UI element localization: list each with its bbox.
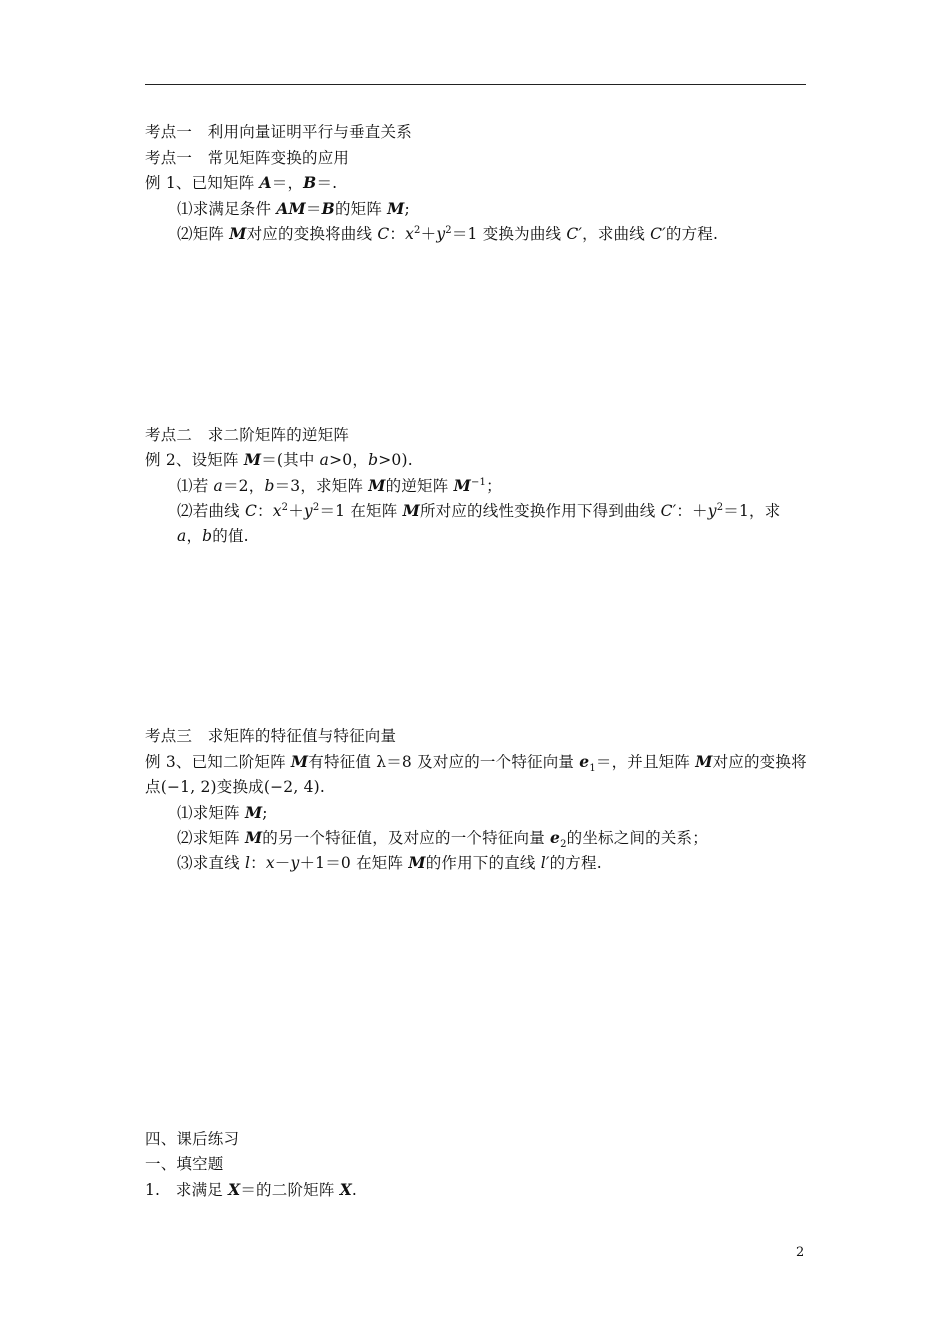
header-rule — [145, 84, 806, 85]
section-title-4: 四、课后练习 — [145, 1130, 240, 1148]
page-number: 2 — [796, 1245, 805, 1260]
example-1-question-2: ⑵矩阵 M对应的变换将曲线 C：$x^2+y^2=1$ 变换为曲线 C′，求曲线 C′的方程. — [177, 224, 719, 243]
example-2-question-1: ⑴若 a＝2，b＝3，求矩阵 M的逆矩阵 $M^{-1}$； — [177, 476, 502, 495]
problem-1: 1. 求满足 X＝的二阶矩阵 X. — [145, 1180, 358, 1199]
section-title-3: 考点三 求矩阵的特征值与特征向量 — [145, 727, 397, 745]
example-3-question-3: ⑶求直线 l：x－y＋1＝0 在矩阵 M的作用下的直线 l′的方程. — [177, 853, 602, 872]
example-3-statement-cont: 点(−1, 2)变换成(−2, 4). — [145, 778, 326, 796]
subsection-fill-blank: 一、填空题 — [145, 1155, 224, 1173]
section-title-1b: 考点一 常见矩阵变换的应用 — [145, 149, 350, 167]
example-3-question-2: ⑵求矩阵 M的另一个特征值，及对应的一个特征向量 $e_2$的坐标之间的关系； — [177, 828, 708, 851]
example-2-statement: 例 2、设矩阵 M＝(其中 a>0，b>0). — [145, 450, 413, 469]
example-3-statement: 例 3、已知二阶矩阵 M有特征值 λ＝8 及对应的一个特征向量 $e_1=$，并且矩阵 M对应的变换将 — [145, 752, 807, 775]
example-2-question-2: ⑵若曲线 C：$x^2+y^2=1$ 在矩阵 M所对应的线性变换作用下得到曲线 C′：$+y^2=1$，求 — [177, 501, 781, 520]
example-1-statement: 例 1、已知矩阵 A＝，B＝. — [145, 173, 338, 192]
example-2-question-2-cont: a，b的值. — [177, 527, 249, 545]
section-title-1a: 考点一 利用向量证明平行与垂直关系 — [145, 123, 412, 141]
section-title-2: 考点二 求二阶矩阵的逆矩阵 — [145, 426, 350, 444]
example-1-question-1: ⑴求满足条件 AM＝B的矩阵 M; — [177, 199, 410, 218]
example-3-question-1: ⑴求矩阵 M; — [177, 803, 268, 822]
